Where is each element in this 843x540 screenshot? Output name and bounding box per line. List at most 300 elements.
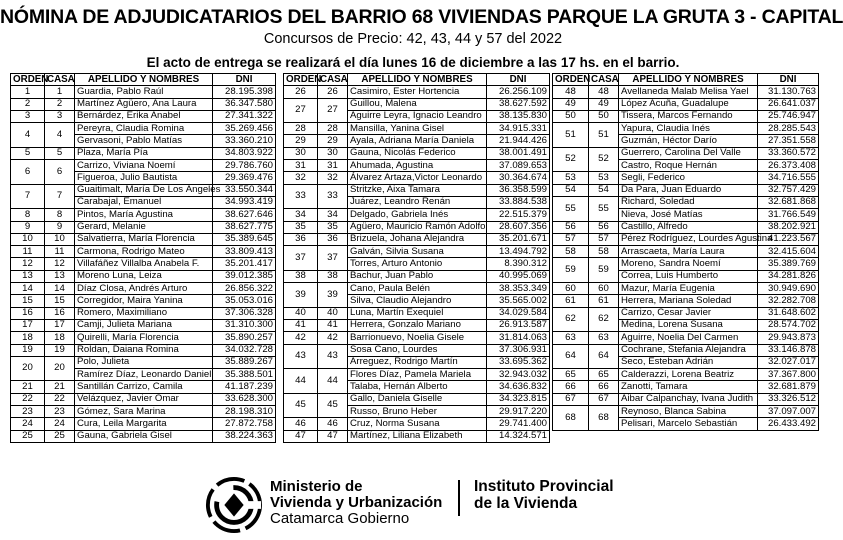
orden-cell: 38 [284, 270, 318, 282]
orden-cell: 47 [284, 430, 318, 442]
dni-cell: 26.433.492 [758, 418, 819, 430]
name-cell: Da Para, Juan Eduardo [619, 184, 758, 196]
name-cell: Carabajal, Emanuel [75, 196, 213, 208]
table-row [553, 283, 819, 295]
table-row [11, 430, 276, 442]
orden-cell: 61 [553, 295, 589, 307]
name-cell: Moreno Luna, Leiza [75, 270, 213, 282]
dni-cell: 40.995.069 [487, 270, 550, 282]
name-cell: Bernárdez, Erika Anabel [75, 110, 213, 122]
orden-cell: 52 [553, 147, 589, 172]
dni-cell: 30.949.690 [758, 283, 819, 295]
table-row [11, 98, 276, 110]
casa-cell: 11 [45, 246, 75, 258]
name-cell: Díaz Closa, Andrés Arturo [75, 283, 213, 295]
casa-cell: 40 [318, 307, 348, 319]
table-row [11, 160, 276, 172]
name-cell: Flores Díaz, Pamela Mariela [348, 369, 487, 381]
name-cell: Roldan, Daiana Romina [75, 344, 213, 356]
name-cell: Pelisari, Marcelo Sebastián [619, 418, 758, 430]
orden-cell: 62 [553, 307, 589, 332]
name-cell: Gómez, Sara Marina [75, 406, 213, 418]
name-cell: Pérez Rodríguez, Lourdes Agustina [619, 233, 758, 245]
table-row [11, 319, 276, 331]
table-header-row [284, 74, 550, 86]
name-cell: Plaza, María Pía [75, 147, 213, 159]
casa-cell: 30 [318, 147, 348, 159]
casa-cell: 29 [318, 135, 348, 147]
dni-cell: 33.326.512 [758, 393, 819, 405]
casa-cell: 61 [589, 295, 619, 307]
casa-cell: 65 [589, 369, 619, 381]
casa-cell: 19 [45, 344, 75, 356]
dni-cell: 34.803.922 [213, 147, 276, 159]
dni-cell: 26.913.587 [487, 319, 550, 331]
dni-cell: 27.351.558 [758, 135, 819, 147]
orden-cell: 59 [553, 258, 589, 283]
casa-cell: 8 [45, 209, 75, 221]
casa-cell: 57 [589, 233, 619, 245]
orden-cell: 46 [284, 418, 318, 430]
casa-cell: 25 [45, 430, 75, 442]
name-cell: Álvarez Artaza,Victor Leonardo [348, 172, 487, 184]
table-row [553, 147, 819, 159]
dni-cell: 27.872.758 [213, 418, 276, 430]
orden-cell: 3 [11, 110, 45, 122]
casa-cell: 16 [45, 307, 75, 319]
name-cell: Corregidor, Maira Yanina [75, 295, 213, 307]
table-row [553, 393, 819, 405]
dni-cell: 36.347.580 [213, 98, 276, 110]
name-cell: Camji, Julieta Mariana [75, 319, 213, 331]
name-cell: Tissera, Marcos Fernando [619, 110, 758, 122]
dni-cell: 38.627.646 [213, 209, 276, 221]
casa-cell: 3 [45, 110, 75, 122]
orden-cell: 53 [553, 172, 589, 184]
table-row [284, 123, 550, 135]
dni-cell: 34.993.419 [213, 196, 276, 208]
institute-name-line1: Instituto Provincial [474, 478, 614, 495]
col-dni: DNI [213, 74, 276, 86]
table-row [553, 344, 819, 356]
name-cell: Stritzke, Aixa Tamara [348, 184, 487, 196]
table-row [284, 160, 550, 172]
orden-cell: 42 [284, 332, 318, 344]
table-row [284, 233, 550, 245]
col-dni: DNI [487, 74, 550, 86]
orden-cell: 15 [11, 295, 45, 307]
dni-cell: 35.388.501 [213, 369, 276, 381]
name-cell: Agüero, Mauricio Ramón Adolfo [348, 221, 487, 233]
name-cell: Casimiro, Ester Hortencia [348, 86, 487, 98]
table-row [11, 295, 276, 307]
table-row [284, 184, 550, 196]
name-cell: Talaba, Hernán Alberto [348, 381, 487, 393]
orden-cell: 56 [553, 221, 589, 233]
orden-cell: 66 [553, 381, 589, 393]
table-row [284, 221, 550, 233]
orden-cell: 17 [11, 319, 45, 331]
casa-cell: 34 [318, 209, 348, 221]
ministry-name-line2: Vivienda y Urbanización [270, 494, 443, 511]
orden-cell: 36 [284, 233, 318, 245]
name-cell: Correa, Luis Humberto [619, 270, 758, 282]
casa-cell: 26 [318, 86, 348, 98]
orden-cell: 44 [284, 369, 318, 394]
name-cell: Ahumada, Agustina [348, 160, 487, 172]
col-orden: ORDEN [11, 74, 45, 86]
orden-cell: 26 [284, 86, 318, 98]
col-orden: ORDEN [553, 74, 589, 86]
orden-cell: 54 [553, 184, 589, 196]
dni-cell: 35.053.016 [213, 295, 276, 307]
table-row [284, 418, 550, 430]
page-title: NÓMINA DE ADJUDICATARIOS DEL BARRIO 68 VIVIENDAS PARQUE LA GRUTA 3 - CAPITAL [0, 6, 843, 28]
table-row [11, 184, 276, 196]
orden-cell: 48 [553, 86, 589, 98]
dni-cell: 39.012.385 [213, 270, 276, 282]
casa-cell: 23 [45, 406, 75, 418]
footer-logos [0, 472, 826, 540]
orden-cell: 45 [284, 393, 318, 418]
casa-cell: 62 [589, 307, 619, 332]
table-row [284, 209, 550, 221]
table-row [553, 246, 819, 258]
name-cell: Guerrero, Carolina Del Valle [619, 147, 758, 159]
table-row [553, 258, 819, 270]
name-cell: Carrizo, Viviana Noemí [75, 160, 213, 172]
name-cell: Pereyra, Claudia Romina [75, 123, 213, 135]
dni-cell: 37.367.800 [758, 369, 819, 381]
orden-cell: 21 [11, 381, 45, 393]
casa-cell: 22 [45, 393, 75, 405]
dni-cell: 38.353.349 [487, 283, 550, 295]
orden-cell: 16 [11, 307, 45, 319]
name-cell: Carmona, Rodrigo Mateo [75, 246, 213, 258]
adjudicatarios-table-2 [283, 73, 550, 443]
dni-cell: 32.282.708 [758, 295, 819, 307]
dni-cell: 28.607.356 [487, 221, 550, 233]
dni-cell: 21.944.426 [487, 135, 550, 147]
dni-cell: 26.256.109 [487, 86, 550, 98]
table-row [11, 110, 276, 122]
casa-cell: 54 [589, 184, 619, 196]
dni-cell: 34.032.728 [213, 344, 276, 356]
orden-cell: 31 [284, 160, 318, 172]
casa-cell: 4 [45, 123, 75, 148]
name-cell: Seco, Esteban Adrián [619, 356, 758, 368]
table-row [553, 406, 819, 418]
dni-cell: 33.146.878 [758, 344, 819, 356]
orden-cell: 20 [11, 356, 45, 381]
dni-cell: 41.223.567 [758, 233, 819, 245]
dni-cell: 34.323.815 [487, 393, 550, 405]
casa-cell: 5 [45, 147, 75, 159]
casa-cell: 67 [589, 393, 619, 405]
orden-cell: 37 [284, 246, 318, 271]
casa-cell: 31 [318, 160, 348, 172]
orden-cell: 32 [284, 172, 318, 184]
table-row [553, 233, 819, 245]
name-cell: López Acuña, Guadalupe [619, 98, 758, 110]
casa-cell: 36 [318, 233, 348, 245]
casa-cell: 20 [45, 356, 75, 381]
casa-cell: 41 [318, 319, 348, 331]
col-name: APELLIDO Y NOMBRES [348, 74, 487, 86]
delivery-notice: El acto de entrega se realizará el día lunes 16 de diciembre a las 17 hs. en el barrio. [146, 55, 680, 70]
name-cell: Ramírez Díaz, Leonardo Daniel [75, 369, 213, 381]
dni-cell: 30.364.674 [487, 172, 550, 184]
table-row [284, 307, 550, 319]
col-name: APELLIDO Y NOMBRES [75, 74, 213, 86]
table-row [11, 283, 276, 295]
casa-cell: 52 [589, 147, 619, 172]
adjudicatarios-table-1 [10, 73, 276, 443]
orden-cell: 7 [11, 184, 45, 209]
name-cell: Castro, Roque Hernán [619, 160, 758, 172]
casa-cell: 50 [589, 110, 619, 122]
orden-cell: 23 [11, 406, 45, 418]
table-row [11, 393, 276, 405]
name-cell: Salvatierra, María Florencia [75, 233, 213, 245]
table-row [553, 381, 819, 393]
dni-cell: 32.681.868 [758, 196, 819, 208]
orden-cell: 39 [284, 283, 318, 308]
orden-cell: 2 [11, 98, 45, 110]
table-row [11, 418, 276, 430]
dni-cell: 8.390.312 [487, 258, 550, 270]
orden-cell: 50 [553, 110, 589, 122]
orden-cell: 33 [284, 184, 318, 209]
orden-cell: 18 [11, 332, 45, 344]
name-cell: Gervasoni, Pablo Matías [75, 135, 213, 147]
orden-cell: 27 [284, 98, 318, 123]
casa-cell: 28 [318, 123, 348, 135]
dni-cell: 41.187.239 [213, 381, 276, 393]
casa-cell: 17 [45, 319, 75, 331]
dni-cell: 31.766.549 [758, 209, 819, 221]
dni-cell: 32.757.429 [758, 184, 819, 196]
name-cell: Aibar Calpanchay, Ivana Judith [619, 393, 758, 405]
table-header-row [553, 74, 819, 86]
table-row [553, 123, 819, 135]
name-cell: Calderazzi, Lorena Beatriz [619, 369, 758, 381]
table-row [284, 319, 550, 331]
dni-cell: 37.089.653 [487, 160, 550, 172]
name-cell: Delgado, Gabriela Inés [348, 209, 487, 221]
orden-cell: 10 [11, 233, 45, 245]
name-cell: Russo, Bruno Heber [348, 406, 487, 418]
table-row [11, 332, 276, 344]
table-row [11, 258, 276, 270]
table-row [11, 147, 276, 159]
col-orden: ORDEN [284, 74, 318, 86]
ministry-logo-icon [205, 476, 263, 534]
table-row [284, 172, 550, 184]
table-row [11, 246, 276, 258]
table-row [284, 332, 550, 344]
casa-cell: 58 [589, 246, 619, 258]
table-row [553, 110, 819, 122]
name-cell: Reynoso, Blanca Sabina [619, 406, 758, 418]
table-row [284, 393, 550, 405]
casa-cell: 66 [589, 381, 619, 393]
table-row [11, 307, 276, 319]
name-cell: Richard, Soledad [619, 196, 758, 208]
casa-cell: 55 [589, 196, 619, 221]
dni-cell: 29.369.476 [213, 172, 276, 184]
table-row [11, 356, 276, 368]
dni-cell: 35.269.456 [213, 123, 276, 135]
dni-cell: 28.195.398 [213, 86, 276, 98]
orden-cell: 58 [553, 246, 589, 258]
orden-cell: 51 [553, 123, 589, 148]
name-cell: Carrizo, Cesar Javier [619, 307, 758, 319]
name-cell: Gauna, Nicolás Federico [348, 147, 487, 159]
dni-cell: 31.130.763 [758, 86, 819, 98]
orden-cell: 19 [11, 344, 45, 356]
casa-cell: 48 [589, 86, 619, 98]
orden-cell: 22 [11, 393, 45, 405]
orden-cell: 4 [11, 123, 45, 148]
table-row [284, 98, 550, 110]
casa-cell: 7 [45, 184, 75, 209]
dni-cell: 34.029.584 [487, 307, 550, 319]
name-cell: Sosa Cano, Lourdes [348, 344, 487, 356]
name-cell: Cano, Paula Belén [348, 283, 487, 295]
name-cell: Yapura, Claudia Inés [619, 123, 758, 135]
orden-cell: 6 [11, 160, 45, 185]
dni-cell: 26.856.322 [213, 283, 276, 295]
dni-cell: 35.201.417 [213, 258, 276, 270]
table-row [553, 307, 819, 319]
orden-cell: 5 [11, 147, 45, 159]
dni-cell: 28.198.310 [213, 406, 276, 418]
name-cell: Santillán Carrizo, Camila [75, 381, 213, 393]
name-cell: Gauna, Gabriela Gisel [75, 430, 213, 442]
orden-cell: 65 [553, 369, 589, 381]
name-cell: Galván, Silvia Susana [348, 246, 487, 258]
name-cell: Mazur, María Eugenia [619, 283, 758, 295]
dni-cell: 36.358.599 [487, 184, 550, 196]
ministry-name-line3: Catamarca Gobierno [270, 510, 410, 527]
dni-cell: 32.943.032 [487, 369, 550, 381]
table-row [553, 172, 819, 184]
table-row [553, 332, 819, 344]
dni-cell: 14.324.571 [487, 430, 550, 442]
casa-cell: 15 [45, 295, 75, 307]
name-cell: Figueroa, Julio Bautista [75, 172, 213, 184]
name-cell: Gerard, Melanie [75, 221, 213, 233]
table-row [553, 369, 819, 381]
dni-cell: 38.224.363 [213, 430, 276, 442]
table-row [284, 246, 550, 258]
dni-cell: 25.746.947 [758, 110, 819, 122]
name-cell: Medina, Lorena Susana [619, 319, 758, 331]
col-name: APELLIDO Y NOMBRES [619, 74, 758, 86]
name-cell: Cochrane, Stefania Alejandra [619, 344, 758, 356]
name-cell: Arreguez, Rodrigo Martín [348, 356, 487, 368]
name-cell: Avellaneda Malab Melisa Yael [619, 86, 758, 98]
name-cell: Bachur, Juan Pablo [348, 270, 487, 282]
name-cell: Quirelli, María Florencia [75, 332, 213, 344]
name-cell: Aguirre Leyra, Ignacio Leandro [348, 110, 487, 122]
dni-cell: 34.716.555 [758, 172, 819, 184]
orden-cell: 43 [284, 344, 318, 369]
casa-cell: 27 [318, 98, 348, 123]
orden-cell: 30 [284, 147, 318, 159]
orden-cell: 55 [553, 196, 589, 221]
name-cell: Ayala, Adriana María Daniela [348, 135, 487, 147]
dni-cell: 31.310.300 [213, 319, 276, 331]
dni-cell: 29.917.220 [487, 406, 550, 418]
casa-cell: 37 [318, 246, 348, 271]
table-row [553, 86, 819, 98]
table-row [284, 86, 550, 98]
casa-cell: 24 [45, 418, 75, 430]
dni-cell: 37.097.007 [758, 406, 819, 418]
casa-cell: 21 [45, 381, 75, 393]
dni-cell: 28.574.702 [758, 319, 819, 331]
dni-cell: 35.890.257 [213, 332, 276, 344]
name-cell: Torres, Arturo Antonio [348, 258, 487, 270]
orden-cell: 60 [553, 283, 589, 295]
casa-cell: 35 [318, 221, 348, 233]
name-cell: Castillo, Alfredo [619, 221, 758, 233]
name-cell: Villafáñez Villalba Anabela F. [75, 258, 213, 270]
name-cell: Herrera, Gonzalo Mariano [348, 319, 487, 331]
name-cell: Polo, Julieta [75, 356, 213, 368]
casa-cell: 60 [589, 283, 619, 295]
casa-cell: 46 [318, 418, 348, 430]
orden-cell: 57 [553, 233, 589, 245]
casa-cell: 6 [45, 160, 75, 185]
dni-cell: 37.306.328 [213, 307, 276, 319]
dni-cell: 38.001.491 [487, 147, 550, 159]
table-row [11, 381, 276, 393]
casa-cell: 33 [318, 184, 348, 209]
dni-cell: 37.306.931 [487, 344, 550, 356]
casa-cell: 12 [45, 258, 75, 270]
casa-cell: 59 [589, 258, 619, 283]
dni-cell: 35.889.267 [213, 356, 276, 368]
name-cell: Zanotti, Tamara [619, 381, 758, 393]
casa-cell: 18 [45, 332, 75, 344]
dni-cell: 26.373.408 [758, 160, 819, 172]
casa-cell: 14 [45, 283, 75, 295]
institute-name-line2: de la Vivienda [474, 495, 578, 512]
casa-cell: 53 [589, 172, 619, 184]
table-row [11, 270, 276, 282]
table-row [284, 283, 550, 295]
dni-cell: 33.360.572 [758, 147, 819, 159]
name-cell: Romero, Maximiliano [75, 307, 213, 319]
casa-cell: 51 [589, 123, 619, 148]
dni-cell: 38.135.830 [487, 110, 550, 122]
dni-cell: 29.741.400 [487, 418, 550, 430]
casa-cell: 42 [318, 332, 348, 344]
footer-divider [458, 480, 460, 516]
casa-cell: 32 [318, 172, 348, 184]
table-row [284, 430, 550, 442]
dni-cell: 31.814.063 [487, 332, 550, 344]
name-cell: Velázquez, Javier Omar [75, 393, 213, 405]
name-cell: Luna, Martín Exequiel [348, 307, 487, 319]
orden-cell: 24 [11, 418, 45, 430]
casa-cell: 9 [45, 221, 75, 233]
casa-cell: 10 [45, 233, 75, 245]
casa-cell: 44 [318, 369, 348, 394]
